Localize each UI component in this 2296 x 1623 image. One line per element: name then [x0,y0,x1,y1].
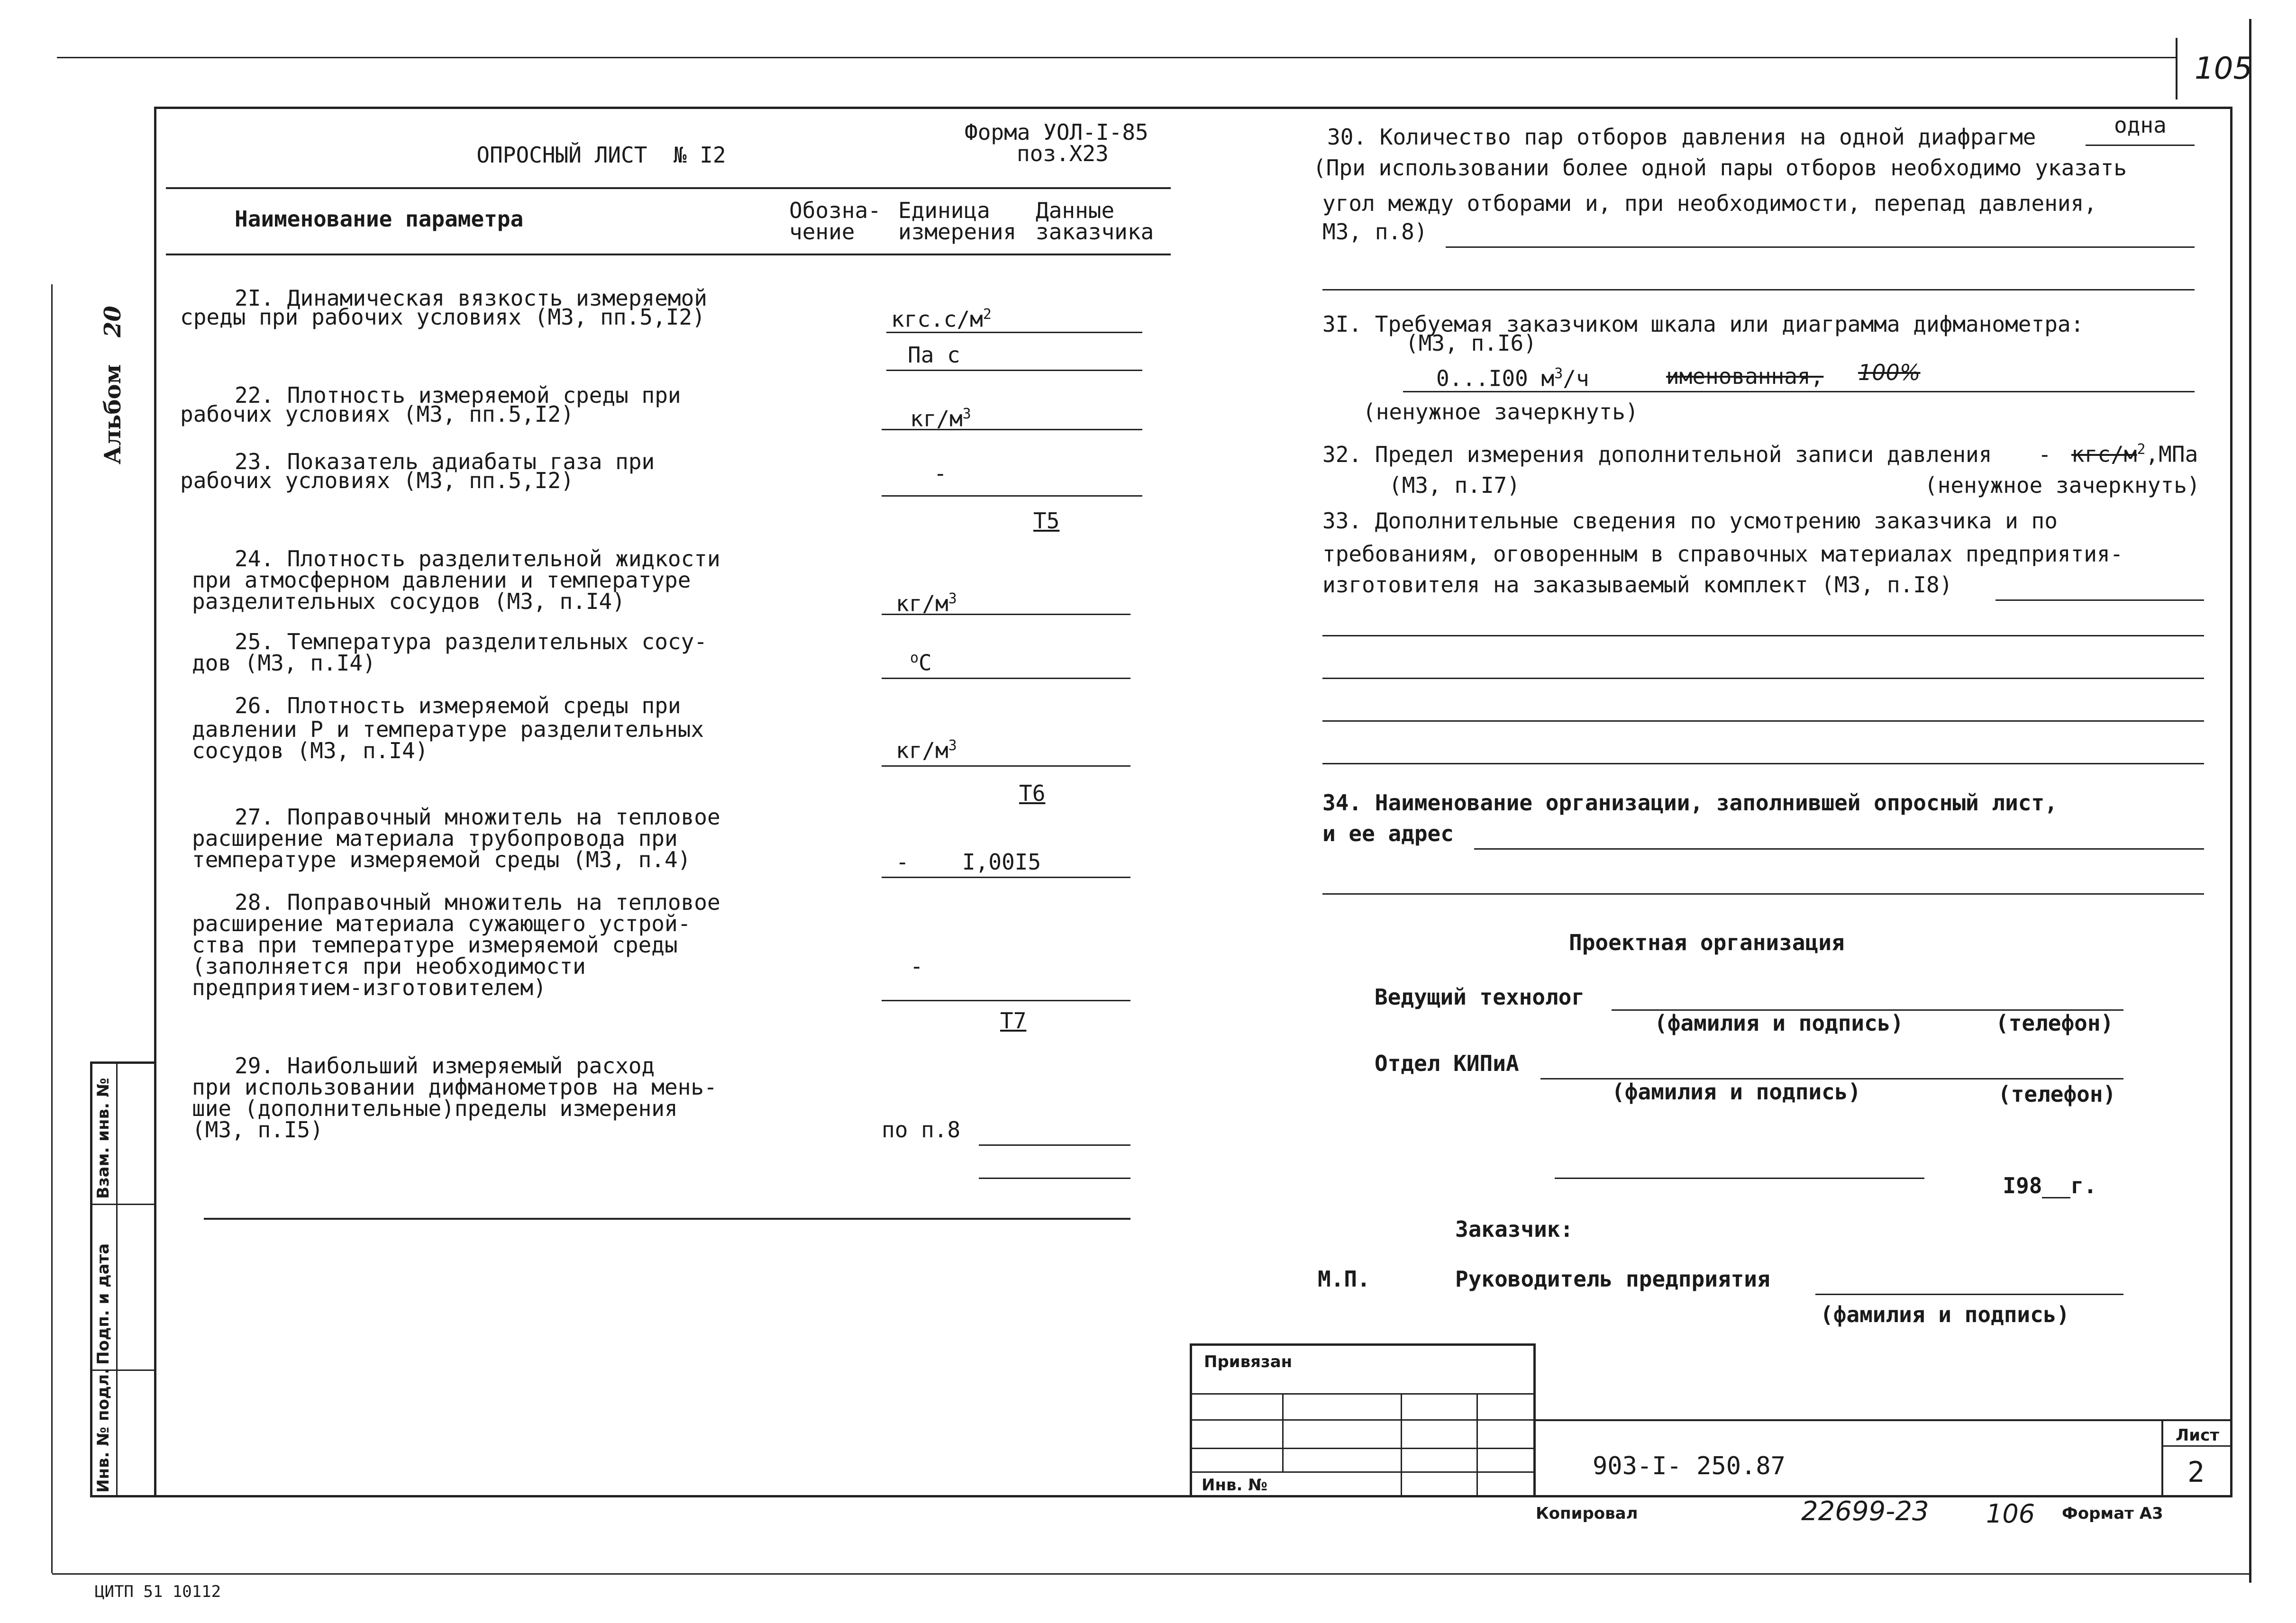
privyazan-rule-4 [1190,1471,1536,1473]
item-28-line-4: (заполняется при необходимости [192,953,586,979]
item-27-line-1: 27. Поправочный множитель на тепловое [235,804,720,830]
item-31-named: именованная, [1666,363,1824,389]
director-name-caption: (фамилия и подпись) [1820,1302,2070,1327]
side-stamp-inv: Инв. № подл. [94,1368,113,1493]
privyazan-label: Привязан [1204,1352,1293,1371]
item-21-unit-a: $кгс.с/м^2$ [891,306,992,332]
item-28-line [882,1000,1130,1001]
item-33-line-a [1995,599,2204,601]
item-31-percent: 100% [1858,360,1921,385]
col-data-header-2: заказчика [1036,219,1154,245]
lead-technologist-phone-caption: (телефон) [1995,1010,2114,1036]
item-26-unit: $кг/м^3$ [896,737,957,763]
bottom-code: ЦИТП 51 10112 [95,1582,221,1599]
side-stamp-podp: Подп. и дата [94,1243,113,1365]
date-line [1555,1178,1924,1179]
page-number-right-border [2249,19,2251,1583]
item-22-line [882,429,1142,430]
header-rule-bottom [166,254,1171,255]
item-21-line-2: среды при рабочих условиях (МЗ, пп.5,I2) [180,304,705,330]
inv-no-label: Инв. № [1202,1476,1268,1495]
col-data-header-1: Данные [1036,198,1115,223]
item-34-line-2: и ее адрес [1322,821,1454,846]
item-24-unit: $кг/м^3$ [896,590,957,617]
item-21-unit-b: Па с [908,342,960,368]
album-number: 20 [100,306,126,338]
col-unit-header-1: Единица [898,198,990,223]
item-23-line [882,495,1142,497]
col-param-header: Наименование параметра [235,206,524,232]
item-22-unit: $кг/м^3$ [910,406,971,432]
stamp-label: М.П. [1318,1266,1370,1292]
item-30-line-1: 30. Количество пар отборов давления на одной диафрагме [1327,124,2036,150]
item-29-line-3: шие (дополнительные)пределы измерения [192,1096,678,1121]
item-24-line-2: при атмосферном давлении и температуре [192,567,691,593]
item-28-line-1: 28. Поправочный множитель на тепловое [235,889,720,915]
privyazan-rule-1 [1190,1393,1536,1395]
item-33-line-1: 33. Дополнительные сведения по усмотрению заказчика и по [1322,508,2058,534]
item-30-line-2: (При использовании более одной пары отборов необходимо указать [1313,155,2127,181]
tag-t6: T6 [1019,780,1046,806]
item-26-line-2: давлении Р и температуре разделительных [192,716,704,742]
top-rule [57,57,2176,58]
item-21-line-b [886,370,1142,371]
page-number-divider [2176,38,2178,100]
item-30-line-3: угол между отборами и, при необходимости, перепад давления, [1322,190,2097,216]
item-30-line-a [1446,246,2195,248]
page-number-top: 105 [2195,51,2253,86]
item-23-line-1: 23. Показатель адиабаты газа при [235,449,655,474]
item-27-line [882,877,1130,878]
document-code: 903-I- 250.87 [1593,1452,1786,1480]
item-25-unit: $^о$С [910,650,932,676]
format-label: Формат А3 [2062,1504,2163,1523]
item-34-line-a [1474,848,2204,850]
left-outer-rule [51,284,53,1573]
item-29-line-a [979,1144,1130,1146]
item-22-line-2: рабочих условиях (МЗ, пп.5,I2) [180,401,574,427]
customer-label: Заказчик: [1455,1216,1574,1242]
item-29-line-b [979,1178,1130,1179]
item-33-line-c [1322,678,2204,679]
item-32-line-2: (МЗ, п.I7) [1389,472,1520,498]
item-32-note: (ненужное зачеркнуть) [1924,472,2200,498]
lead-technologist-label: Ведущий технолог [1375,984,1585,1010]
album-label-text: Альбом [100,364,126,464]
date-year: I98 г. [2003,1173,2097,1198]
item-32-dash: - [2038,442,2051,467]
sheet-label: Лист [2176,1426,2219,1445]
item-22-line-1: 22. Плотность измеряемой среды при [235,382,681,408]
kipia-dept-phone-caption: (телефон) [1998,1081,2116,1107]
side-stamp-vzam: Взам. инв. № [94,1078,113,1199]
privyazan-col-1 [1282,1393,1284,1471]
bottom-outer-rule [52,1573,2251,1575]
item-25-line [882,678,1130,679]
item-26-line-3: сосудов (МЗ, п.I4) [192,738,428,763]
item-34-line-b [1322,893,2204,895]
form-position: поз.X23 [1017,141,1109,166]
col-designation-header-1: Обозна- [789,198,881,223]
form-code: Форма УОЛ-I-85 [965,119,1148,145]
item-28-line-3: ства при температуре измеряемой среды [192,932,678,958]
tag-t5: T5 [1033,508,1060,534]
col-designation-header-2: чение [789,219,855,245]
item-29-line-4: (МЗ, п.I5) [192,1117,323,1142]
left-bottom-rule [204,1218,1130,1220]
item-24-line-1: 24. Плотность разделительной жидкости [235,546,720,571]
item-32-units: кгс/$м^2,МПа$ [2071,441,2198,467]
item-29-line-2: при использовании дифманометров на мень- [192,1074,717,1100]
item-25-line-1: 25. Температура разделительных сосу- [235,629,707,654]
handwritten-page-number: 106 [1986,1499,2035,1529]
item-30-answer-line [2086,145,2195,146]
item-25-line-2: дов (МЗ, п.I4) [192,650,376,676]
privyazan-col-2 [1401,1393,1402,1497]
item-23-value: - [934,461,947,486]
kipia-dept-name-caption: (фамилия и подпись) [1612,1079,1861,1105]
form-title [450,121,726,166]
copied-label: Копировал [1536,1504,1638,1523]
item-31-line-1: 3I. Требуемая заказчиком шкала или диаграмма дифманометра: [1322,311,2084,337]
item-30-line-4: МЗ, п.8) [1322,219,1428,245]
item-28-line-5: предприятием-изготовителем) [192,975,547,1000]
side-stamp-divider [116,1061,118,1497]
item-31-note: (ненужное зачеркнуть) [1363,399,1639,425]
lead-technologist-name-caption: (фамилия и подпись) [1654,1010,1904,1036]
item-33-line-e [1322,763,2204,764]
sheet-divider [2161,1419,2163,1497]
item-30-line-b [1322,289,2195,290]
item-21-line-a [886,332,1142,333]
item-31-scale: 0...I00 $м^3/ч$ [1436,365,1589,391]
sheet-number: 2 [2187,1456,2205,1489]
item-23-line-2: рабочих условиях (МЗ, пп.5,I2) [180,468,574,493]
director-line [1815,1294,2123,1295]
item-24-line [882,614,1130,615]
item-28-value: - [910,953,923,979]
item-27-dash: - [896,849,909,875]
item-27-line-3: температуре измеряемой среды (МЗ, п.4) [192,847,691,872]
design-org-heading: Проектная организация [1569,930,1845,955]
item-27-value: I,00I5 [962,849,1041,875]
form-title-text: ОПРОСНЫЙ ЛИСТ [476,142,647,168]
item-27-line-2: расширение материала трубопровода при [192,825,678,851]
privyazan-rule-2 [1190,1419,1536,1421]
item-34-line-1: 34. Наименование организации, заполнившей опросный лист, [1322,790,2058,816]
item-33-line-d [1322,720,2204,722]
form-number: № I2 [673,142,726,168]
kipia-dept-label: Отдел КИПиА [1375,1051,1519,1076]
item-32-line-1: 32. Предел измерения дополнительной записи давления [1322,442,1992,467]
tag-t7: T7 [1000,1008,1027,1034]
item-33-line-2: требованиям, оговоренным в справочных материалах предприятия- [1322,541,2123,567]
side-stamp-rule-1 [90,1204,156,1205]
item-28-line-2: расширение материала сужающего устрой- [192,911,691,936]
archive-number: 22699-23 [1801,1496,1929,1527]
item-29-line-1: 29. Наибольший измеряемый расход [235,1053,655,1079]
item-26-line [882,765,1130,767]
privyazan-col-3 [1476,1393,1478,1497]
item-29-value: по п.8 [882,1117,961,1142]
title-block-top-rule [1536,1419,2232,1421]
item-24-line-3: разделительных сосудов (МЗ, п.I4) [192,589,625,614]
album-label [100,306,126,464]
item-31-line-2: (МЗ, п.I6) [1405,330,1537,356]
privyazan-rule-3 [1190,1448,1536,1449]
col-unit-header-2: измерения [898,219,1017,245]
header-rule-top [166,187,1171,189]
item-33-line-b [1322,635,2204,636]
item-30-answer: одна [2114,112,2167,138]
item-33-line-3: изготовителя на заказываемый комплект (МЗ, п.I8) [1322,572,1953,598]
item-21-line-1: 2I. Динамическая вязкость измеряемой [235,285,707,311]
item-31-scale-line [1403,391,2195,392]
item-26-line-1: 26. Плотность измеряемой среды при [235,693,681,718]
director-label: Руководитель предприятия [1455,1266,1770,1292]
